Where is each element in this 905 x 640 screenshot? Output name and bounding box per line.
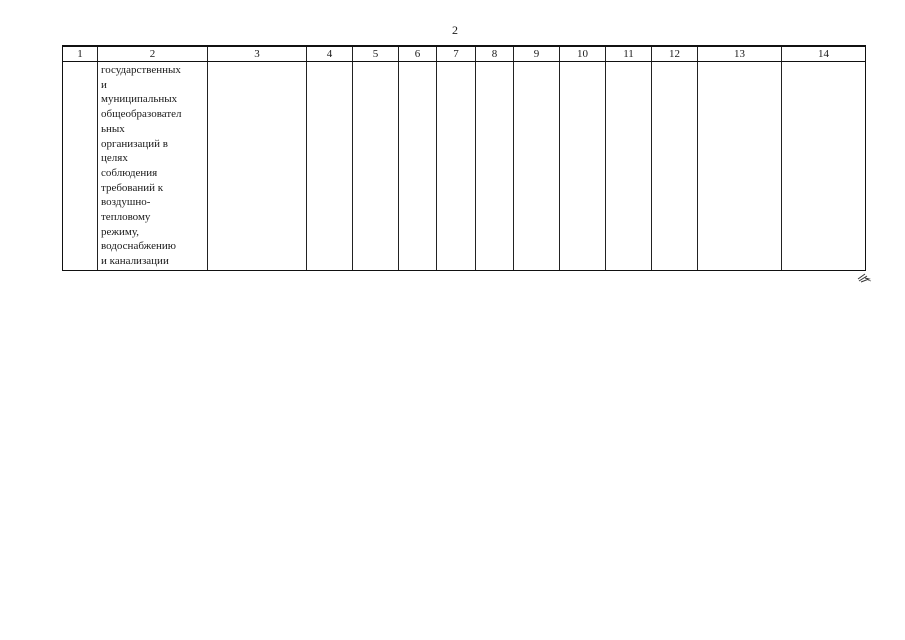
cell-text-line: требований к: [101, 181, 164, 194]
column-header-14: 14: [782, 46, 866, 62]
table-cell-3: [208, 62, 307, 271]
data-table: [62, 45, 866, 271]
cell-text-line: режиму,: [101, 225, 139, 238]
cell-text-line: государственных: [101, 64, 181, 76]
column-header-9: 9: [514, 46, 560, 62]
cell-text-line: муниципальных: [101, 93, 178, 106]
column-header-13: 13: [698, 46, 782, 62]
column-header-4: 4: [307, 46, 353, 62]
column-header-12: 12: [652, 46, 698, 62]
cell-text-line: и канализации: [101, 255, 169, 268]
scribble-mark-icon: [856, 271, 872, 283]
column-header-1: 1: [63, 46, 98, 62]
column-header-2: 2: [98, 46, 208, 62]
table-cell-8: [476, 62, 514, 271]
page-number: 2: [452, 23, 458, 37]
column-header-7: 7: [437, 46, 476, 62]
table-cell-9: [514, 62, 560, 271]
table-cell-14: [782, 62, 866, 271]
cell-text-line: общеобразовател: [101, 108, 182, 121]
table-cell-11: [606, 62, 652, 271]
cell-text-line: ьных: [101, 122, 125, 135]
table-cell-2: [98, 62, 208, 271]
table-cell-5: [353, 62, 399, 271]
cell-text-line: и: [101, 78, 107, 91]
table-header-row: [63, 46, 866, 62]
cell-text-line: водоснабжению: [101, 240, 176, 253]
table-cell-1: [63, 62, 98, 271]
cell-text-line: тепловому: [101, 211, 151, 224]
table-cell-10: [560, 62, 606, 271]
column-header-6: 6: [399, 46, 437, 62]
table-cell-6: [399, 62, 437, 271]
table-cell-13: [698, 62, 782, 271]
cell-text-line: соблюдения: [101, 166, 158, 179]
column-header-8: 8: [476, 46, 514, 62]
cell-text-line: целях: [101, 152, 128, 165]
column-header-3: 3: [208, 46, 307, 62]
table-row: [63, 62, 866, 271]
cell-text-line: воздушно-: [101, 196, 151, 209]
column-header-11: 11: [606, 46, 652, 62]
column-header-5: 5: [353, 46, 399, 62]
column-header-10: 10: [560, 46, 606, 62]
table-cell-12: [652, 62, 698, 271]
table-cell-4: [307, 62, 353, 271]
table-cell-7: [437, 62, 476, 271]
cell-text-line: организаций в: [101, 137, 168, 150]
